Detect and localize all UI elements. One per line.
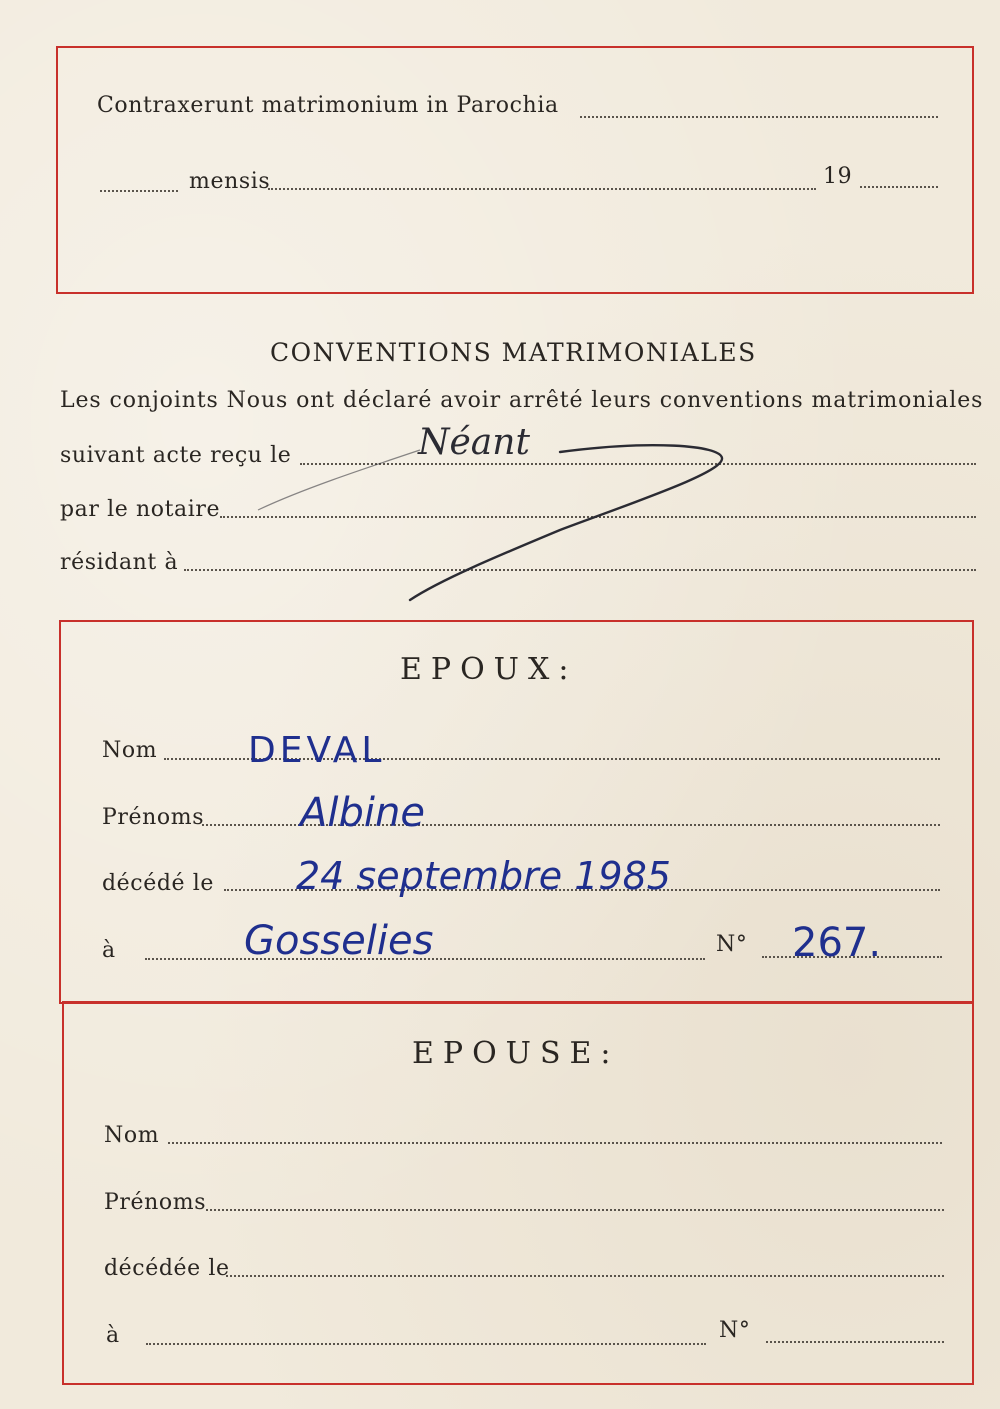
notaire-label: par le notaire [60, 497, 221, 522]
epouse-decedee-line [226, 1275, 944, 1277]
epouse-prenoms-label: Prénoms [104, 1190, 207, 1215]
conventions-title: CONVENTIONS MATRIMONIALES [270, 338, 757, 367]
conventions-intro: Les conjoints Nous ont déclaré avoir arrêté leurs conventions matrimoniales [60, 388, 984, 413]
epouse-no-line [766, 1341, 944, 1343]
epoux-no-label: N° [716, 932, 748, 957]
epouse-decedee-label: décédée le [104, 1256, 230, 1281]
year-prefix: 19 [823, 164, 853, 189]
epoux-a-label: à [102, 938, 116, 963]
epouse-nom-label: Nom [104, 1123, 160, 1148]
epouse-prenoms-line [206, 1209, 944, 1211]
mensis-label: mensis [189, 169, 271, 194]
epoux-decede-value: 24 septembre 1985 [296, 854, 671, 898]
epoux-prenoms-label: Prénoms [102, 805, 205, 830]
epouse-a-line [146, 1343, 706, 1345]
epoux-a-value: Gosselies [244, 918, 434, 964]
contraxerunt-label: Contraxerunt matrimonium in Parochia [97, 93, 559, 118]
acte-label: suivant acte reçu le [60, 443, 292, 468]
epouse-no-label: N° [719, 1318, 751, 1343]
year-line [860, 186, 938, 188]
epoux-nom-label: Nom [102, 738, 158, 763]
epoux-no-value: 267. [792, 920, 882, 966]
epoux-prenoms-value: Albine [300, 790, 425, 836]
residant-line [184, 569, 976, 571]
epouse-a-label: à [106, 1323, 120, 1348]
epouse-nom-line [168, 1142, 942, 1144]
epouse-title: EPOUSE: [412, 1036, 620, 1071]
signature-text: Néant [418, 422, 530, 463]
epoux-decede-label: décédé le [102, 871, 214, 896]
acte-line [300, 463, 976, 465]
epoux-nom-value: DEVAL [248, 730, 386, 771]
epoux-title: EPOUX: [400, 652, 578, 687]
parochia-line [580, 116, 938, 118]
day-line [100, 190, 178, 192]
notaire-line [220, 516, 976, 518]
residant-label: résidant à [60, 550, 179, 575]
month-line [268, 188, 816, 190]
